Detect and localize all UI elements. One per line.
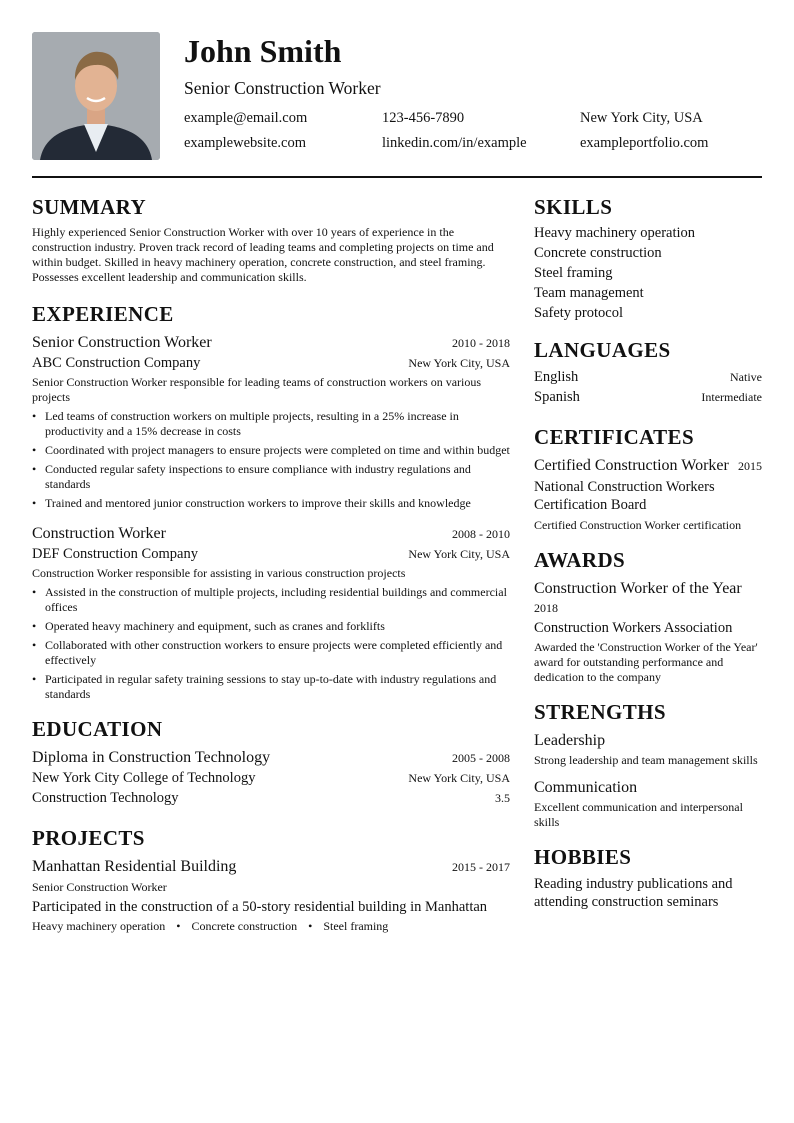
strength-name: Leadership bbox=[534, 732, 606, 749]
languages-section bbox=[534, 337, 762, 406]
list-item: • Conducted regular safety inspections to ensure compliance with industry regulations and standards bbox=[32, 462, 510, 492]
skills-section bbox=[534, 194, 762, 323]
candidate-name: John Smith bbox=[184, 33, 342, 69]
skills-list bbox=[534, 223, 762, 323]
job-location: New York City, USA bbox=[408, 547, 510, 561]
hobbies-section bbox=[534, 844, 762, 911]
tag-separator: • bbox=[176, 919, 181, 933]
tag-separator: • bbox=[308, 919, 313, 933]
school: New York City College of Technology bbox=[32, 770, 256, 786]
awards-section bbox=[534, 547, 762, 685]
award-description: Awarded the 'Construction Worker of the Year' award for outstanding performance and dedication to the company bbox=[534, 640, 758, 684]
award-issuer: Construction Workers Association bbox=[534, 620, 733, 636]
contact-portfolio[interactable]: exampleportfolio.com bbox=[580, 135, 709, 151]
list-item: • Collaborated with other construction workers to ensure projects were completed efficiently and effectively bbox=[32, 638, 510, 668]
project-tag: Heavy machinery operation bbox=[32, 919, 166, 933]
project-name: Manhattan Residential Building bbox=[32, 858, 237, 875]
list-item: • Participated in regular safety training sessions to stay up-to-date with industry regulations and standards bbox=[32, 672, 510, 702]
job-dates: 2010 - 2018 bbox=[452, 336, 510, 350]
job-bullets bbox=[32, 409, 510, 511]
skill-item: Steel framing bbox=[534, 265, 613, 281]
contact-linkedin[interactable]: linkedin.com/in/example bbox=[382, 135, 527, 151]
strengths-section bbox=[534, 699, 762, 830]
school-location: New York City, USA bbox=[408, 771, 510, 785]
job-location: New York City, USA bbox=[408, 356, 510, 370]
section-heading: EDUCATION bbox=[32, 717, 163, 741]
award-name: Construction Worker of the Year bbox=[534, 580, 742, 597]
projects-section bbox=[32, 825, 510, 934]
job-bullets bbox=[32, 585, 510, 702]
language-level: Native bbox=[730, 370, 762, 384]
skill-item: Safety protocol bbox=[534, 305, 623, 321]
section-heading: CERTIFICATES bbox=[534, 425, 695, 449]
language-row bbox=[534, 388, 762, 406]
skill-item: Team management bbox=[534, 285, 644, 301]
list-item: • Trained and mentored junior construction workers to improve their skills and knowledge bbox=[32, 496, 510, 511]
contact-info bbox=[184, 109, 762, 153]
list-item: • Led teams of construction workers on multiple projects, resulting in a 25% increase in productivity and a 15% decrease in costs bbox=[32, 409, 510, 439]
summary-section bbox=[32, 194, 510, 285]
job-description: Senior Construction Worker responsible for leading teams of construction workers on various projects bbox=[32, 375, 482, 404]
candidate-title: Senior Construction Worker bbox=[184, 78, 381, 98]
certificate-description: Certified Construction Worker certification bbox=[534, 518, 742, 532]
job-company: ABC Construction Company bbox=[32, 355, 201, 371]
job-title: Senior Construction Worker bbox=[32, 334, 212, 351]
hobbies-text: Reading industry publications and attending construction seminars bbox=[534, 876, 733, 910]
section-heading: LANGUAGES bbox=[534, 338, 671, 362]
skill-item: Heavy machinery operation bbox=[534, 225, 696, 241]
certificate-year: 2015 bbox=[738, 459, 762, 473]
left-column bbox=[32, 194, 510, 934]
strength-description: Strong leadership and team management skills bbox=[534, 753, 758, 767]
strength-name: Communication bbox=[534, 779, 638, 796]
contact-phone[interactable]: 123-456-7890 bbox=[382, 110, 465, 126]
list-item: • Assisted in the construction of multiple projects, including residential buildings and commercial offices bbox=[32, 585, 510, 615]
section-heading: SKILLS bbox=[534, 195, 613, 219]
field-of-study: Construction Technology bbox=[32, 790, 179, 806]
section-heading: HOBBIES bbox=[534, 845, 632, 869]
section-heading: AWARDS bbox=[534, 548, 626, 572]
job-dates: 2008 - 2010 bbox=[452, 527, 510, 541]
project-description: Participated in the construction of a 50-story residential building in Manhattan bbox=[32, 899, 488, 915]
gpa: 3.5 bbox=[495, 791, 510, 805]
section-heading: EXPERIENCE bbox=[32, 302, 174, 326]
project-dates: 2015 - 2017 bbox=[452, 860, 510, 874]
list-item: • Coordinated with project managers to ensure projects were completed on time and within budget bbox=[32, 443, 510, 458]
degree: Diploma in Construction Technology bbox=[32, 749, 271, 766]
summary-text: Highly experienced Senior Construction Worker with over 10 years of experience in the construction industry. Proven track record of leading teams and completing projects on time and within budget. Skilled in heavy machinery operation, concrete construction, and steel framing. Possesses excellent leadership and communication skills. bbox=[32, 225, 494, 284]
certificate-issuer: National Construction Workers Certification Board bbox=[534, 479, 715, 513]
section-heading: SUMMARY bbox=[32, 195, 147, 219]
strength-description: Excellent communication and interpersonal skills bbox=[534, 800, 743, 829]
contact-email[interactable]: example@email.com bbox=[184, 110, 308, 126]
language-name: English bbox=[534, 369, 579, 385]
section-heading: PROJECTS bbox=[32, 826, 145, 850]
project-tag: Steel framing bbox=[323, 919, 389, 933]
job-description: Construction Worker responsible for assisting in various construction projects bbox=[32, 566, 406, 580]
certificate-name: Certified Construction Worker bbox=[534, 457, 729, 474]
certificates-section bbox=[534, 424, 762, 533]
header-divider bbox=[32, 176, 762, 178]
project-role: Senior Construction Worker bbox=[32, 880, 167, 894]
job-title: Construction Worker bbox=[32, 525, 166, 542]
job-company: DEF Construction Company bbox=[32, 546, 198, 562]
language-level: Intermediate bbox=[701, 390, 762, 404]
skill-item: Concrete construction bbox=[534, 245, 662, 261]
contact-website[interactable]: examplewebsite.com bbox=[184, 135, 306, 151]
award-year: 2018 bbox=[534, 601, 558, 615]
list-item: • Operated heavy machinery and equipment, such as cranes and forklifts bbox=[32, 619, 510, 634]
resume-header bbox=[32, 32, 762, 162]
job-entry bbox=[32, 524, 510, 702]
experience-section bbox=[32, 301, 510, 702]
project-tags bbox=[32, 919, 510, 934]
language-name: Spanish bbox=[534, 389, 580, 405]
project-tag: Concrete construction bbox=[191, 919, 298, 933]
profile-photo bbox=[32, 32, 160, 160]
language-row bbox=[534, 368, 762, 386]
right-column bbox=[534, 194, 762, 911]
education-dates: 2005 - 2008 bbox=[452, 751, 510, 765]
section-heading: STRENGTHS bbox=[534, 700, 666, 724]
contact-location: New York City, USA bbox=[580, 110, 703, 126]
education-section bbox=[32, 716, 510, 807]
job-entry bbox=[32, 333, 510, 511]
